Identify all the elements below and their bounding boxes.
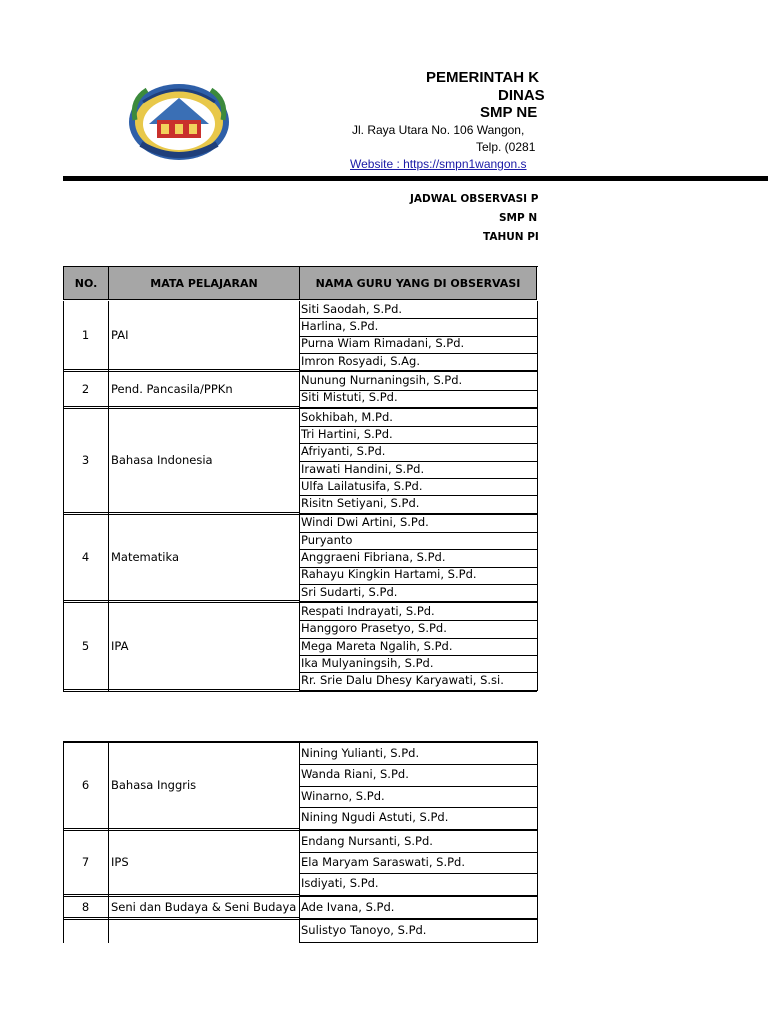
group-divider (63, 689, 299, 690)
column-header-teacher: NAMA GURU YANG DI OBSERVASI (299, 266, 537, 300)
teacher-cell: Respati Indrayati, S.Pd. (301, 603, 435, 618)
subject-cell: IPA (111, 638, 129, 653)
column-divider (299, 743, 300, 943)
teacher-cell: Nining Ngudi Astuti, S.Pd. (301, 810, 449, 825)
subject-cell: Pend. Pancasila/PPKn (111, 381, 233, 396)
table-right-border (537, 743, 538, 943)
school-emblem-logo (127, 80, 231, 162)
group-divider (63, 512, 299, 513)
group-divider (63, 369, 299, 370)
subject-cell: Bahasa Inggris (111, 778, 197, 793)
group-divider (63, 917, 299, 918)
header-department: DINAS (498, 87, 545, 104)
teacher-cell: Purna Wiam Rimadani, S.Pd. (301, 336, 465, 351)
subject-cell: PAI (111, 327, 129, 342)
table-left-border (63, 743, 64, 943)
teacher-cell: Imron Rosyadi, S.Ag. (301, 353, 420, 368)
teacher-cell: Isdiyati, S.Pd. (301, 876, 379, 891)
teacher-cell: Windi Dwi Artini, S.Pd. (301, 515, 429, 530)
row-number: 2 (81, 381, 90, 396)
teacher-cell: Risitn Setiyani, S.Pd. (301, 496, 420, 511)
doc-subtitle-year: TAHUN PI (483, 231, 539, 243)
teacher-cell: Sokhibah, M.Pd. (301, 409, 393, 424)
group-divider (63, 894, 299, 895)
column-divider (108, 743, 109, 943)
teacher-cell: Irawati Handini, S.Pd. (301, 461, 425, 476)
subject-cell (109, 920, 299, 941)
teacher-cell: Nunung Nurnaningsih, S.Pd. (301, 373, 463, 388)
subject-cell: Matematika (111, 550, 180, 565)
doc-subtitle-school: SMP N (499, 212, 538, 224)
teacher-cell: Ade Ivana, S.Pd. (301, 899, 395, 914)
row-number: 3 (81, 452, 90, 467)
teacher-cell: Harlina, S.Pd. (301, 319, 379, 334)
table-top-border (63, 266, 538, 267)
table-left-border (63, 301, 64, 691)
row-number (63, 920, 108, 941)
row-number: 8 (81, 899, 90, 914)
subject-cell: Seni dan Budaya & Seni Budaya (111, 899, 297, 914)
teacher-cell: Siti Mistuti, S.Pd. (301, 390, 398, 405)
header-address: Jl. Raya Utara No. 106 Wangon, (352, 123, 525, 137)
teacher-cell: Anggraeni Fibriana, S.Pd. (301, 550, 446, 565)
group-divider (63, 691, 537, 692)
subject-cell: Bahasa Indonesia (111, 452, 213, 467)
row-number: 1 (81, 327, 90, 342)
teacher-cell: Ulfa Lailatusifa, S.Pd. (301, 478, 423, 493)
group-divider (63, 406, 299, 407)
row-number: 4 (81, 550, 90, 565)
row-number: 7 (81, 854, 90, 869)
header-school-name: SMP NE (480, 104, 538, 121)
teacher-cell: Hanggoro Prasetyo, S.Pd. (301, 621, 447, 636)
teacher-cell: Puryanto (301, 532, 353, 547)
teacher-cell: Siti Saodah, S.Pd. (301, 301, 403, 316)
header-divider (63, 176, 768, 181)
row-number: 5 (81, 638, 90, 653)
teacher-cell: Rahayu Kingkin Hartami, S.Pd. (301, 567, 477, 582)
group-divider (63, 600, 299, 601)
teacher-cell: Sri Sudarti, S.Pd. (301, 584, 398, 599)
teacher-cell: Endang Nursanti, S.Pd. (301, 833, 433, 848)
teacher-row-divider (299, 942, 537, 943)
table-right-border (537, 301, 538, 691)
column-divider (299, 301, 300, 691)
row-number: 6 (81, 778, 90, 793)
teacher-cell: Winarno, S.Pd. (301, 788, 385, 803)
teacher-cell: Rr. Srie Dalu Dhesy Karyawati, S.si. (301, 673, 504, 688)
teacher-cell: Ika Mulyaningsih, S.Pd. (301, 655, 434, 670)
teacher-cell: Sulistyo Tanoyo, S.Pd. (301, 923, 427, 938)
column-divider (108, 301, 109, 691)
column-header-no: NO. (63, 266, 109, 300)
teacher-cell: Nining Yulianti, S.Pd. (301, 745, 420, 760)
teacher-cell: Mega Mareta Ngalih, S.Pd. (301, 638, 453, 653)
column-header-subject: MATA PELAJARAN (108, 266, 300, 300)
header-phone: Telp. (0281 (476, 140, 536, 154)
subject-cell: IPS (111, 854, 129, 869)
header-website-link[interactable]: Website : https://smpn1wangon.s (350, 157, 527, 171)
teacher-cell: Wanda Riani, S.Pd. (301, 767, 409, 782)
teacher-cell: Tri Hartini, S.Pd. (301, 426, 393, 441)
teacher-cell: Ela Maryam Saraswati, S.Pd. (301, 854, 465, 869)
header-government: PEMERINTAH K (426, 69, 540, 86)
teacher-cell: Afriyanti, S.Pd. (301, 444, 386, 459)
group-divider (63, 828, 299, 829)
doc-title: JADWAL OBSERVASI P (410, 193, 539, 205)
